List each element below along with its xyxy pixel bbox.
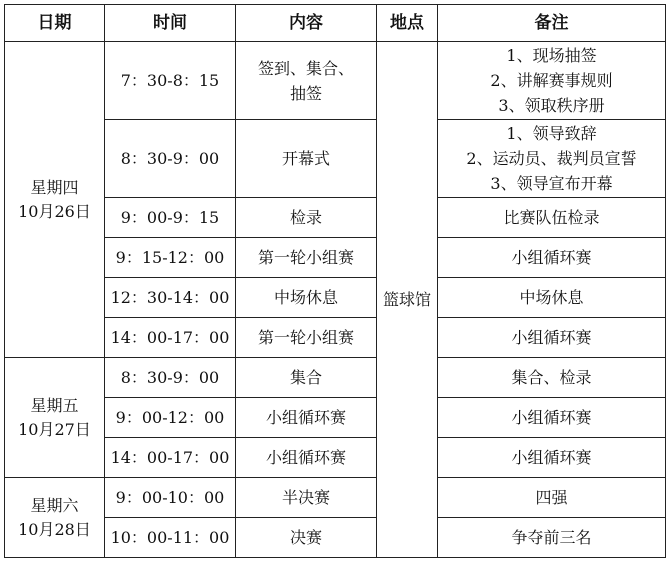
date-weekday: 星期五: [30, 395, 79, 415]
content-cell: 中场休息: [236, 278, 377, 318]
schedule-table: [4, 4, 666, 558]
table-row: [5, 42, 666, 120]
note-line: 1、领导致辞: [506, 124, 597, 143]
note-cell: [438, 42, 666, 120]
content-cell: 检录: [236, 198, 377, 238]
table-row: [5, 358, 666, 398]
note-cell: 比赛队伍检录: [438, 198, 666, 238]
header-note: 备注: [438, 5, 666, 42]
note-cell: 小组循环赛: [438, 398, 666, 438]
time-cell: 8：30-9：00: [105, 358, 236, 398]
table-row: [5, 518, 666, 558]
table-row: [5, 238, 666, 278]
place-cell: 篮球馆: [377, 42, 438, 558]
time-cell: 14：00-17：00: [105, 438, 236, 478]
date-day: 10月28日: [18, 519, 91, 539]
table-row: [5, 120, 666, 198]
note-cell: 争夺前三名: [438, 518, 666, 558]
time-cell: 10：00-11：00: [105, 518, 236, 558]
date-weekday: 星期六: [30, 495, 79, 515]
note-cell: 小组循环赛: [438, 438, 666, 478]
header-row: [5, 5, 666, 42]
time-cell: 9：00-10：00: [105, 478, 236, 518]
header-content: 内容: [236, 5, 377, 42]
content-cell: 开幕式: [236, 120, 377, 198]
table-row: [5, 438, 666, 478]
table-row: [5, 398, 666, 438]
table-row: [5, 318, 666, 358]
date-cell: [5, 358, 105, 478]
content-cell: [236, 42, 377, 120]
note-line: 2、运动员、裁判员宣誓: [466, 149, 637, 168]
note-cell: 小组循环赛: [438, 318, 666, 358]
content-line: 抽签: [289, 83, 322, 103]
content-line: 签到、集合、: [257, 58, 354, 78]
content-cell: 半决赛: [236, 478, 377, 518]
note-line: 1、现场抽签: [506, 46, 597, 65]
content-cell: 第一轮小组赛: [236, 238, 377, 278]
date-cell: [5, 478, 105, 558]
content-cell: 小组循环赛: [236, 398, 377, 438]
table-row: [5, 478, 666, 518]
table-row: [5, 198, 666, 238]
time-cell: 12：30-14：00: [105, 278, 236, 318]
content-cell: 第一轮小组赛: [236, 318, 377, 358]
note-cell: [438, 120, 666, 198]
time-cell: 14：00-17：00: [105, 318, 236, 358]
note-cell: 四强: [438, 478, 666, 518]
note-line: 3、领取秩序册: [498, 96, 605, 115]
content-cell: 决赛: [236, 518, 377, 558]
content-cell: 集合: [236, 358, 377, 398]
time-cell: 8：30-9：00: [105, 120, 236, 198]
note-cell: 中场休息: [438, 278, 666, 318]
time-cell: 7：30-8：15: [105, 42, 236, 120]
note-cell: 小组循环赛: [438, 238, 666, 278]
note-line: 2、讲解赛事规则: [490, 71, 613, 90]
note-line: 3、领导宣布开幕: [490, 174, 613, 193]
content-cell: 小组循环赛: [236, 438, 377, 478]
date-cell: [5, 42, 105, 358]
time-cell: 9：00-9：15: [105, 198, 236, 238]
time-cell: 9：00-12：00: [105, 398, 236, 438]
date-day: 10月27日: [18, 419, 91, 439]
note-cell: 集合、检录: [438, 358, 666, 398]
header-date: 日期: [5, 5, 105, 42]
header-time: 时间: [105, 5, 236, 42]
date-day: 10月26日: [18, 201, 91, 221]
header-place: 地点: [377, 5, 438, 42]
date-weekday: 星期四: [30, 177, 79, 197]
time-cell: 9：15-12：00: [105, 238, 236, 278]
table-row: [5, 278, 666, 318]
